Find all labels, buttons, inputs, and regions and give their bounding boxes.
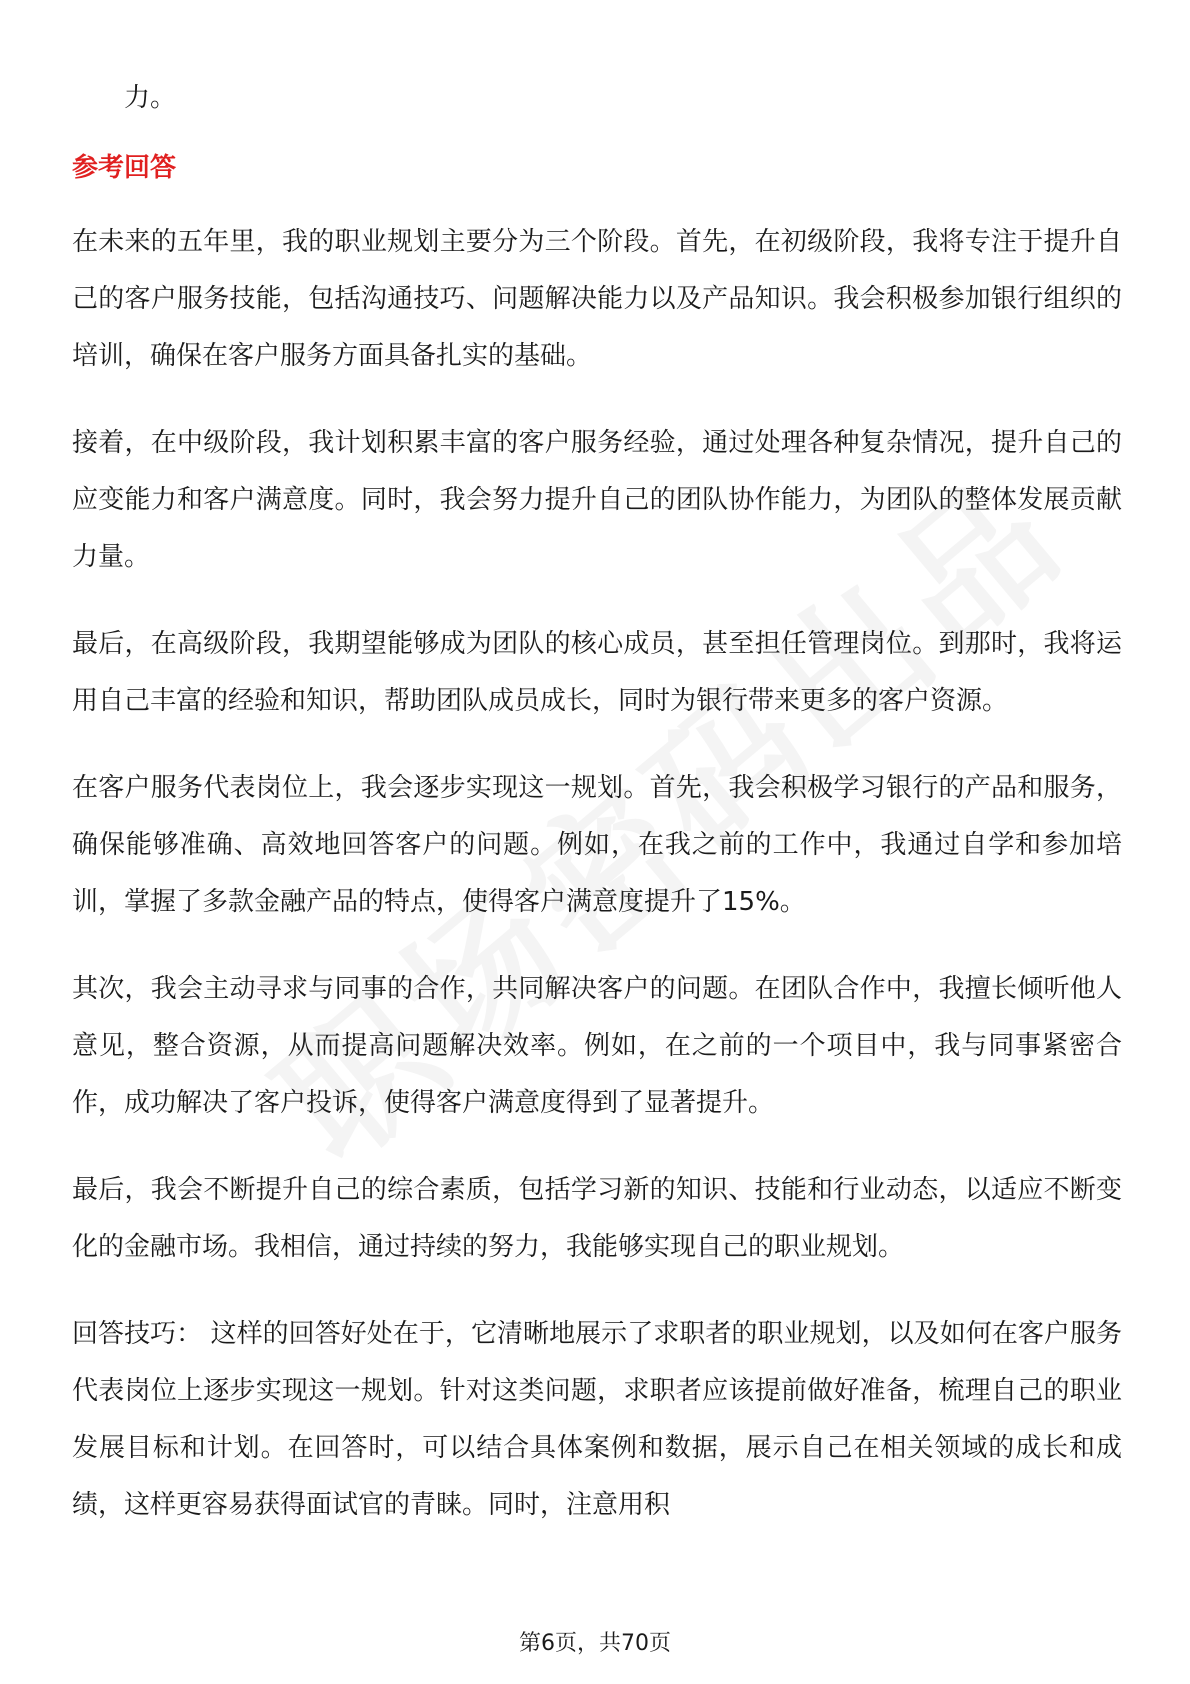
page-footer: 第6页，共70页 [519, 1631, 671, 1656]
paragraph-6: 最后，我会不断提升自己的综合素质，包括学习新的知识、技能和行业动态，以适应不断变化的金融市场。我相信，通过持续的努力，我能够实现自己的职业规划。 [72, 1175, 1122, 1262]
section-heading: 参考回答 [72, 153, 177, 183]
paragraph-2: 接着，在中级阶段，我计划积累丰富的客户服务经验，通过处理各种复杂情况，提升自己的应变能力和客户满意度。同时，我会努力提升自己的团队协作能力，为团队的整体发展贡献力量。 [72, 428, 1122, 572]
continuation-line: 力。 [124, 83, 177, 113]
paragraph-1: 在未来的五年里，我的职业规划主要分为三个阶段。首先，在初级阶段，我将专注于提升自己的客户服务技能，包括沟通技巧、问题解决能力以及产品知识。我会积极参加银行组织的培训，确保在客户服务方面具备扎实的基础。 [72, 227, 1122, 371]
page-content [72, 78, 1122, 1564]
paragraph-3: 最后，在高级阶段，我期望能够成为团队的核心成员，甚至担任管理岗位。到那时，我将运用自己丰富的经验和知识，帮助团队成员成长，同时为银行带来更多的客户资源。 [72, 629, 1122, 716]
paragraph-4: 在客户服务代表岗位上，我会逐步实现这一规划。首先，我会积极学习银行的产品和服务，确保能够准确、高效地回答客户的问题。例如，在我之前的工作中，我通过自学和参加培训，掌握了多款金融产品的特点，使得客户满意度提升了15%。 [72, 773, 1122, 917]
paragraph-5: 其次，我会主动寻求与同事的合作，共同解决客户的问题。在团队合作中，我擅长倾听他人意见，整合资源，从而提高问题解决效率。例如，在之前的一个项目中，我与同事紧密合作，成功解决了客户投诉，使得客户满意度得到了显著提升。 [72, 974, 1122, 1118]
paragraph-7: 回答技巧： 这样的回答好处在于，它清晰地展示了求职者的职业规划，以及如何在客户服务代表岗位上逐步实现这一规划。针对这类问题，求职者应该提前做好准备，梳理自己的职业发展目标和计划。在回答时，可以结合具体案例和数据，展示自己在相关领域的成长和成绩，这样更容易获得面试官的青睐。同时，注意用积 [72, 1319, 1122, 1520]
